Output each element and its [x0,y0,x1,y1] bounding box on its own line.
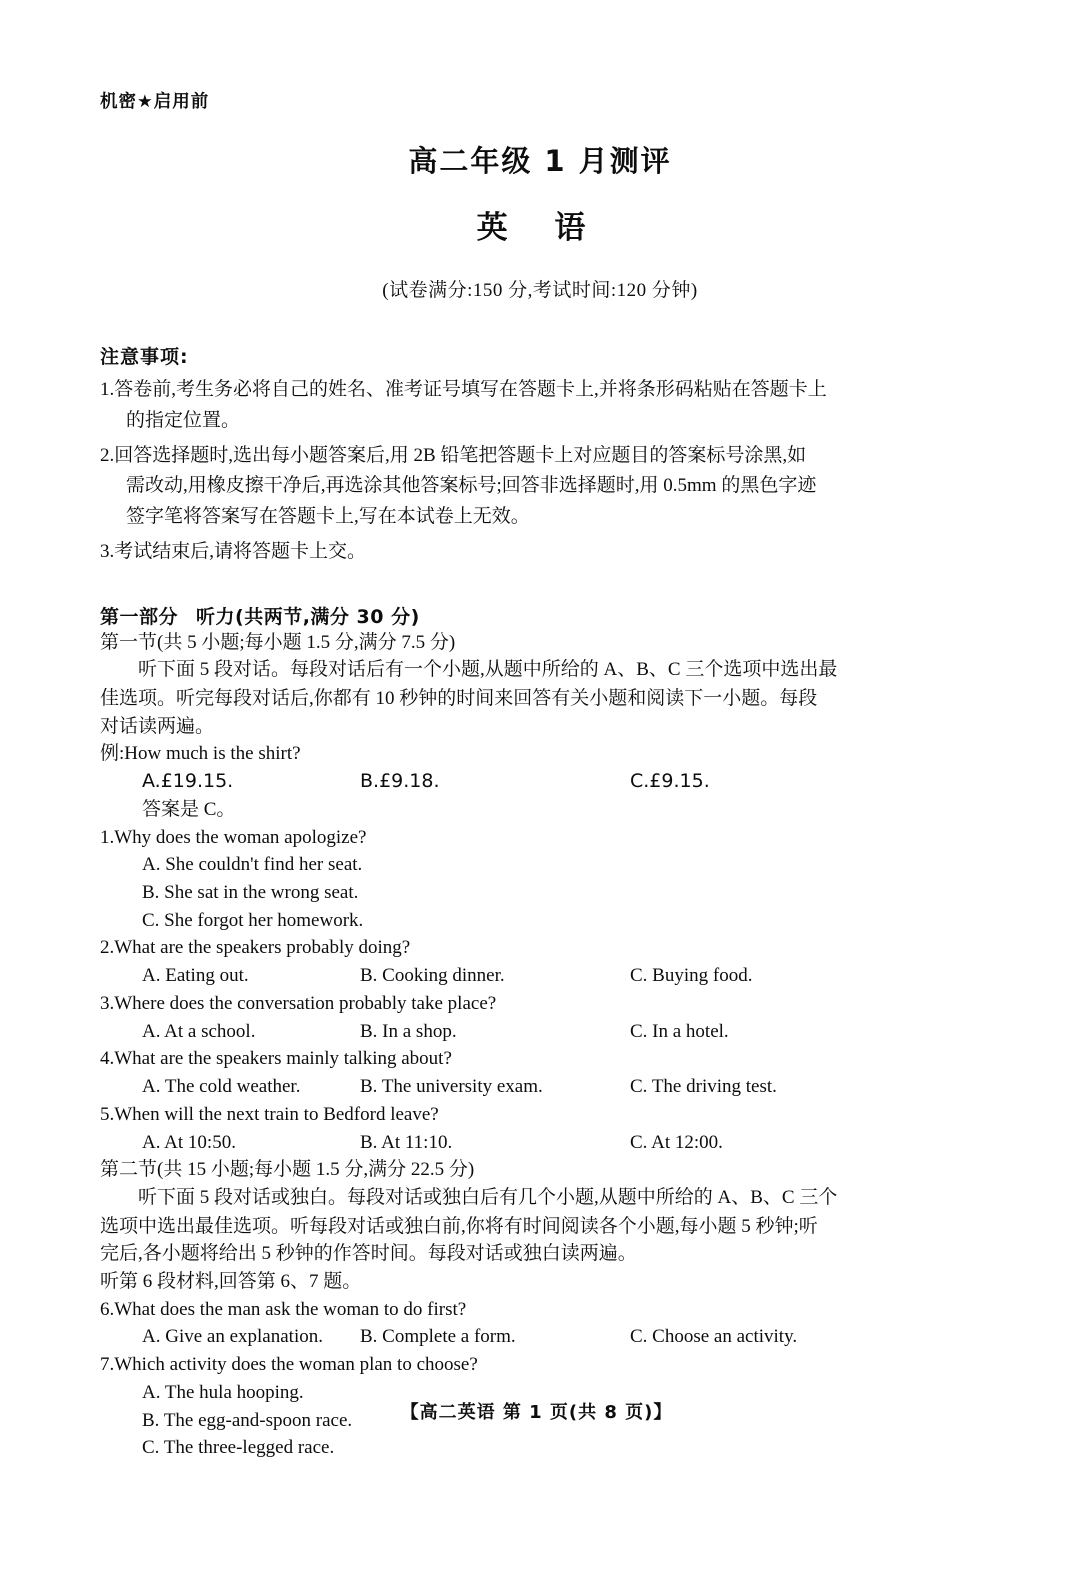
notice-item-line: 签字笔将答案写在答题卡上,写在本试卷上无效。 [126,506,530,528]
notice-item [100,441,980,533]
instruction-line: 听下面 5 段对话或独白。每段对话或独白后有几个小题,从题中所给的 A、B、C 三个 [138,1187,838,1209]
section-one-instruction [100,656,980,685]
option-a: A. She couldn't find her seat. [142,854,363,876]
question-options [100,962,980,990]
section-two-instruction [100,1184,980,1213]
notice-item-line: 3.考试结束后,请将答题卡上交。 [100,540,367,562]
question-stem [100,824,980,852]
section-one-label: 第一节 [100,631,158,653]
page-footer: 【高二英语 第 1 页(共 8 页)】 [400,1402,673,1423]
part-one-label: 第一部分 [100,605,179,628]
question-stem [100,934,980,962]
option-b: B. Complete a form. [360,1326,516,1348]
option-c: C. In a hotel. [630,1020,729,1042]
question-stem [100,1351,980,1379]
question-text: What does the man ask the woman to do first? [114,1298,467,1320]
section-one-heading [100,629,980,657]
question-text: Where does the conversation probably take place? [114,992,497,1014]
instruction-line: 选项中选出最佳选项。听每段对话或独白前,你将有时间阅读各个小题,每小题 5 秒钟;听 [100,1215,818,1237]
notice-item-line: 1.答卷前,考生务必将自己的姓名、准考证号填写在答题卡上,并将条形码粘贴在答题卡上 [100,379,827,400]
option-a: A. Give an explanation. [142,1326,323,1348]
question-options [100,1073,980,1101]
instruction-line: 听下面 5 段对话。每段对话后有一个小题,从题中所给的 A、B、C 三个选项中选出最 [138,659,838,681]
notice-item [100,537,980,568]
question-text: When will the next train to Bedford leave? [114,1103,439,1125]
question-options [100,1323,980,1351]
option-c: C. The driving test. [630,1076,777,1098]
question-stem [100,1045,980,1073]
example-options [100,768,980,796]
question-number: 4. [100,1048,115,1070]
option-a: A.£19.15. [142,770,234,793]
option-b: B. In a shop. [360,1020,457,1042]
option-a: A. Eating out. [142,965,249,987]
question-number: 5. [100,1103,115,1125]
question-number: 7. [100,1354,115,1376]
option-a: A. The hula hooping. [142,1381,304,1403]
question-stem [100,990,980,1018]
notice-item-line: 2.回答选择题时,选出每小题答案后,用 2B 铅笔把答题卡上对应题目的答案标号涂黑,如 [100,444,807,466]
question-text: What are the speakers probably doing? [114,937,411,959]
exam-info: (试卷满分:150 分,考试时间:120 分钟) [382,280,698,301]
secret-label: 机密★启用前 [100,92,210,112]
option-c: C.£9.15. [630,770,710,793]
notice-title: 注意事项: [100,346,189,368]
question-number: 1. [100,826,115,848]
part-one-text: 听力(共两节,满分 30 分) [196,605,420,628]
question-stem [100,1101,980,1129]
question-options [100,1129,980,1157]
notice-item [100,375,980,437]
option-c: C. The three-legged race. [142,1437,335,1459]
question-text: Which activity does the woman plan to choose? [114,1354,478,1376]
subject-title: 英 语 [476,210,604,246]
option-c: C. She forgot her homework. [142,909,364,931]
question-text: What are the speakers mainly talking about? [114,1048,452,1070]
part-one-heading [100,602,980,629]
page-content [100,88,980,1462]
question-number: 2. [100,937,115,959]
option-b: B. The university exam. [360,1076,543,1098]
notice-item-line: 需改动,用橡皮擦干净后,再选涂其他答案标号;回答非选择题时,用 0.5mm 的黑色字迹 [126,475,817,497]
notice-item-line: 的指定位置。 [126,409,241,431]
example-question: 例:How much is the shirt? [100,743,301,765]
option-a: A. At a school. [142,1020,256,1042]
section-two-label: 第二节 [100,1159,158,1181]
option-b: B. The egg-and-spoon race. [142,1409,353,1431]
question-stem [100,1296,980,1324]
option-b: B. Cooking dinner. [360,965,505,987]
question-text: Why does the woman apologize? [114,826,367,848]
instruction-line: 对话读两遍。 [100,715,215,737]
material-label: 听第 6 段材料,回答第 6、7 题。 [100,1271,362,1293]
page-title: 高二年级 1 月测评 [408,144,672,178]
option-b: B.£9.18. [360,770,440,793]
option-a: A. At 10:50. [142,1131,236,1153]
example-answer: 答案是 C。 [142,798,236,820]
option-c: C. At 12:00. [630,1131,723,1153]
question-number: 3. [100,992,115,1014]
section-one-info: (共 5 小题;每小题 1.5 分,满分 7.5 分) [157,631,456,653]
option-c: C. Choose an activity. [630,1326,798,1348]
option-a: A. The cold weather. [142,1076,301,1098]
section-two-heading [100,1156,980,1184]
instruction-line: 佳选项。听完每段对话后,你都有 10 秒钟的时间来回答有关小题和阅读下一小题。每段 [100,687,818,709]
option-c: C. Buying food. [630,965,753,987]
instruction-line: 完后,各小题将给出 5 秒钟的作答时间。每段对话或独白读两遍。 [100,1243,637,1265]
section-two-info: (共 15 小题;每小题 1.5 分,满分 22.5 分) [157,1159,475,1181]
question-options [100,1018,980,1046]
option-b: B. She sat in the wrong seat. [142,881,359,903]
option-b: B. At 11:10. [360,1131,453,1153]
question-number: 6. [100,1298,115,1320]
